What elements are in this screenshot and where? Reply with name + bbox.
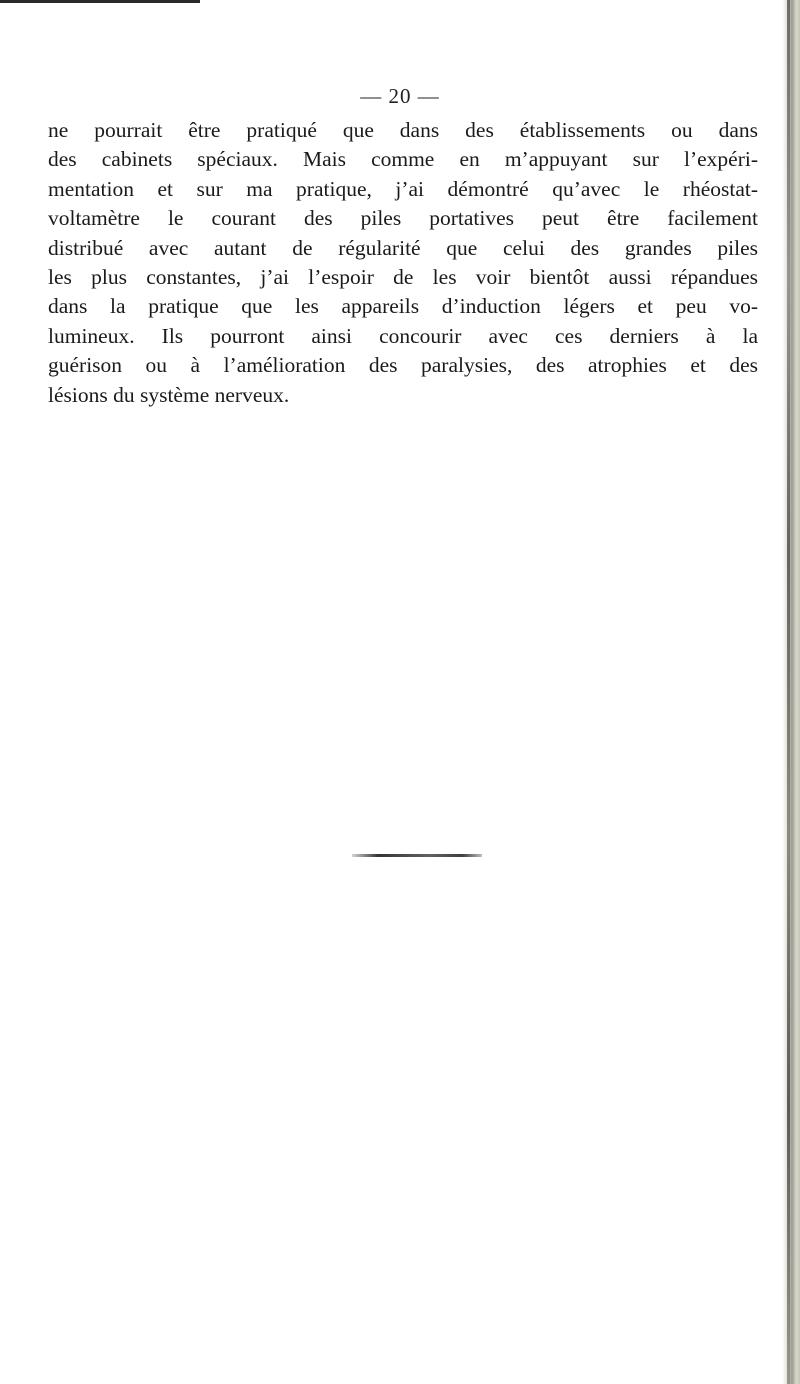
- page-number: — 20 —: [360, 84, 440, 108]
- text-line: voltamètre le courant des piles portatives peut être facilement: [48, 206, 758, 231]
- page-binding-shadow: [787, 0, 790, 1384]
- end-rule: [352, 854, 482, 857]
- text-line: lumineux. Ils pourront ainsi concourir avec ces derniers à la: [48, 323, 758, 348]
- text-line: lésions du système nerveux.: [48, 382, 290, 407]
- page-top-edge: [0, 0, 200, 3]
- body-paragraph: [48, 116, 758, 410]
- text-line: ne pourrait être pratiqué que dans des établissements ou dans: [48, 118, 758, 142]
- text-line: mentation et sur ma pratique, j’ai démontré qu’avec le rhéostat-: [48, 176, 758, 201]
- page-right-edge: [782, 0, 800, 1384]
- text-line: distribué avec autant de régularité que celui des grandes piles: [48, 235, 758, 260]
- text-line: des cabinets spéciaux. Mais comme en m’appuyant sur l’expéri-: [48, 147, 758, 172]
- text-line: guérison ou à l’amélioration des paralysies, des atrophies et des: [48, 353, 758, 378]
- text-line: dans la pratique que les appareils d’induction légers et peu vo-: [48, 294, 758, 319]
- text-line: les plus constantes, j’ai l’espoir de les voir bientôt aussi répandues: [48, 265, 758, 290]
